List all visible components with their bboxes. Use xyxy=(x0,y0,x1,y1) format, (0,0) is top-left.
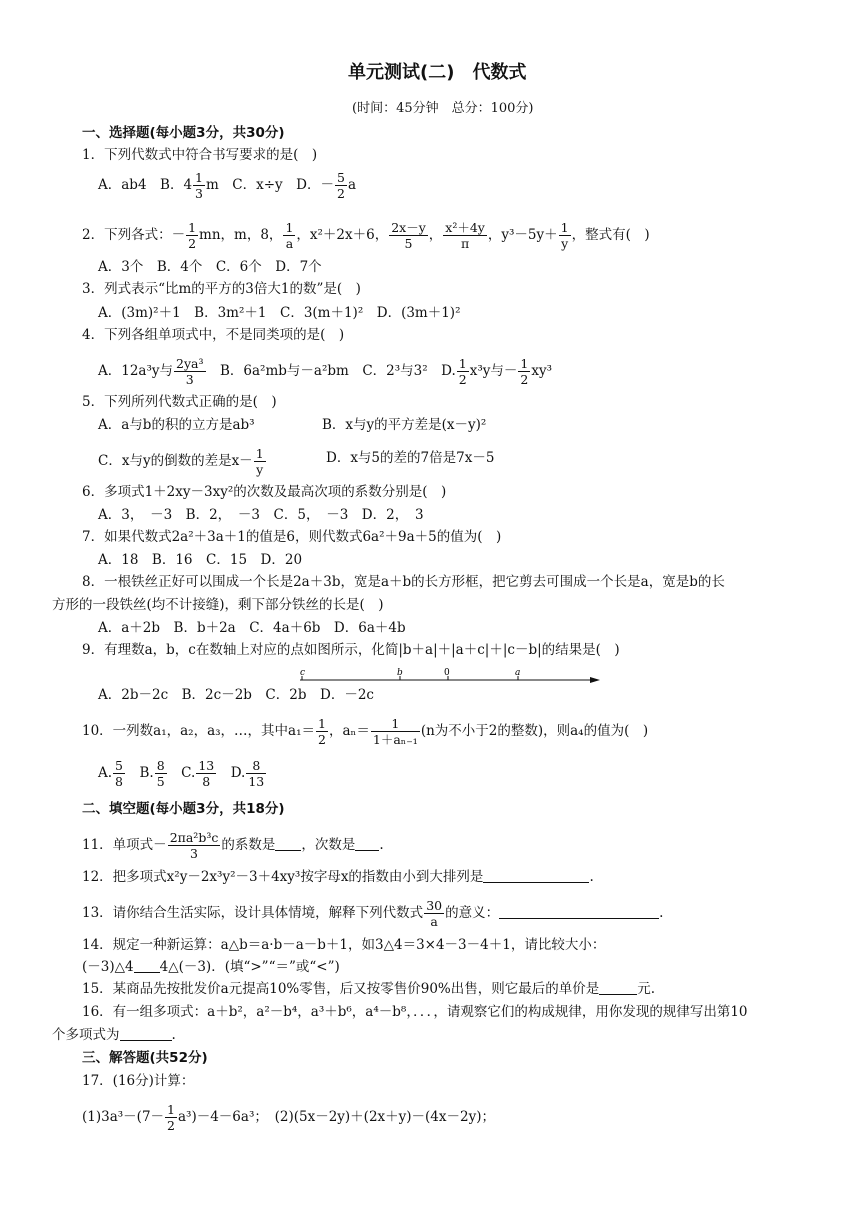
denominator: 2 xyxy=(318,732,326,747)
question-3-stem: 3．列式表示“比m的平方的3倍大1的数”是( ) xyxy=(82,281,361,297)
denominator: π xyxy=(460,236,470,251)
numerator: 8 xyxy=(156,758,165,773)
answer-blank[interactable] xyxy=(499,905,659,919)
text: 13．请你结合生活实际，设计具体情境，解释下列代数式 xyxy=(82,905,424,921)
question-7-options: A．18 B．16 C．15 D．20 xyxy=(98,552,303,568)
fraction xyxy=(113,758,125,789)
numerator: 1 xyxy=(167,1102,175,1117)
text: 12．把多项式x²y－2x³y²－3＋4xy³按字母x的指数由小到大排列是 xyxy=(82,869,484,885)
fraction xyxy=(174,356,205,387)
fraction xyxy=(254,446,266,477)
fraction xyxy=(168,830,221,861)
fraction xyxy=(457,356,469,387)
fraction xyxy=(559,220,571,251)
text: B．6a²mb与－a²bm C．2³与3² D. xyxy=(206,363,456,379)
denominator: 3 xyxy=(185,372,194,387)
text: 的系数是 xyxy=(221,837,276,853)
question-5-option-c xyxy=(98,446,267,477)
question-12 xyxy=(82,868,594,886)
answer-blank[interactable] xyxy=(134,959,160,973)
denominator: 2 xyxy=(337,186,345,201)
option-label: D. xyxy=(217,765,246,781)
text: ，次数是 xyxy=(301,837,356,853)
denominator: 13 xyxy=(248,774,265,789)
numerator: 5 xyxy=(337,170,345,185)
denominator: a xyxy=(285,236,294,251)
section-fill-heading: 二、填空题(每小题3分，共18分) xyxy=(82,801,285,817)
question-7-stem: 7．如果代数式2a²＋3a＋1的值是6，则代数式6a²＋9a＋5的值为( ) xyxy=(82,529,502,545)
text: 11．单项式－ xyxy=(82,837,167,853)
text: . xyxy=(589,869,594,885)
numerator: 1 xyxy=(255,446,264,461)
text: 元. xyxy=(637,981,656,997)
text: . xyxy=(659,905,664,921)
question-8-line-1: 8．一根铁丝正好可以围成一个长是2a＋3b，宽是a＋b的长方形框，把它剪去可围成一个长是a，宽是b的长 xyxy=(82,574,725,590)
text: ，aₙ＝ xyxy=(328,723,370,739)
section-solve-heading: 三、解答题(共52分) xyxy=(82,1050,208,1066)
question-17-parts xyxy=(82,1102,495,1133)
option-text: m C．x÷y D．－ xyxy=(206,177,335,193)
arrow-right-icon xyxy=(590,677,600,683)
numerator: 30 xyxy=(426,898,443,913)
text: ， xyxy=(428,227,443,243)
question-5-stem: 5．下列所列代数式正确的是( ) xyxy=(82,394,277,410)
denominator: 1＋aₙ₋₁ xyxy=(372,732,418,747)
numerator: 13 xyxy=(198,758,215,773)
denominator: 2 xyxy=(188,236,197,251)
answer-blank[interactable] xyxy=(120,1027,172,1041)
denominator: 2 xyxy=(167,1118,175,1133)
text: ，x²＋2x＋6， xyxy=(296,227,389,243)
question-13 xyxy=(82,898,663,929)
denominator: 5 xyxy=(404,236,413,251)
question-1-options xyxy=(98,170,356,201)
text: 4△(－3)．(填“>”“＝”或“<”) xyxy=(159,959,340,975)
option-text: a xyxy=(347,177,357,193)
numerator: 2ya³ xyxy=(176,356,204,371)
question-16-line-1: 16．有一组多项式：a＋b²，a²－b⁴，a³＋b⁶，a⁴－b⁸，．．．，请观察它们的构成规律，用你发现的规律写出第10 xyxy=(82,1004,748,1020)
fraction xyxy=(155,758,167,789)
text: (－3)△4 xyxy=(82,959,134,975)
denominator: 3 xyxy=(190,846,198,861)
numerator: 1 xyxy=(458,356,467,371)
text: 的意义： xyxy=(445,905,500,921)
question-1-stem: 1．下列代数式中符合书写要求的是( ) xyxy=(82,147,318,163)
option-label: C. xyxy=(167,765,196,781)
question-6-options: A．3， －3 B．2， －3 C．5， －3 D．2， 3 xyxy=(98,507,424,523)
fraction xyxy=(335,170,347,201)
text: C．x与y的倒数的差是x－ xyxy=(98,453,253,469)
numerator: 1 xyxy=(560,220,569,235)
answer-blank[interactable] xyxy=(275,837,301,851)
fraction xyxy=(246,758,266,789)
axis-label-c: c xyxy=(300,668,306,678)
text: x³y与－ xyxy=(469,363,518,379)
numerator: 2x－y xyxy=(391,220,426,235)
question-17-stem: 17．(16分)计算： xyxy=(82,1073,195,1089)
text: A．12a³y与 xyxy=(98,363,174,379)
numerator: 2πa²b³c xyxy=(169,830,219,845)
fraction xyxy=(424,898,444,929)
denominator: y xyxy=(256,462,264,477)
numerator: 1 xyxy=(195,170,203,185)
denominator: 5 xyxy=(156,774,165,789)
text: 15．某商品先按批发价a元提高10%零售，后又按零售价90%出售，则它最后的单价是 xyxy=(82,981,600,997)
question-15 xyxy=(82,980,655,998)
text: ，y³－5y＋ xyxy=(487,227,558,243)
text: . xyxy=(379,837,384,853)
numerator: x²＋4y xyxy=(445,220,485,235)
fraction xyxy=(389,220,428,251)
fraction xyxy=(196,758,216,789)
denominator: 8 xyxy=(202,774,211,789)
numerator: 1 xyxy=(188,220,197,235)
text: mn，m，8， xyxy=(199,227,283,243)
text: a³)－4－6a³； (2)(5x－2y)＋(2x＋y)－(4x－2y)； xyxy=(177,1109,495,1125)
numerator: 5 xyxy=(115,758,123,773)
denominator: 8 xyxy=(115,774,123,789)
option-label: A. xyxy=(98,765,113,781)
answer-blank[interactable] xyxy=(599,981,637,995)
page-title: 单元测试(二) 代数式 xyxy=(348,62,527,83)
denominator: 2 xyxy=(458,372,467,387)
question-8-options: A．a＋2b B．b＋2a C．4a＋6b D．6a＋4b xyxy=(98,620,406,636)
denominator: 2 xyxy=(520,372,529,387)
text: 2．下列各式：－ xyxy=(82,227,186,243)
text: xy³ xyxy=(531,363,553,379)
text: (n为不小于2的整数)，则a₄的值为( ) xyxy=(420,723,649,739)
fraction xyxy=(186,220,198,251)
number-line-figure xyxy=(300,668,600,688)
text: 10．一列数a₁，a₂，a₃，…，其中a₁＝ xyxy=(82,723,316,739)
section-choice-heading: 一、选择题(每小题3分，共30分) xyxy=(82,125,285,141)
question-5-option-a: A．a与b的积的立方是ab³ xyxy=(98,417,255,433)
question-4-stem: 4．下列各组单项式中，不是同类项的是( ) xyxy=(82,327,345,343)
option-label: B. xyxy=(126,765,154,781)
fraction xyxy=(283,220,295,251)
text: (1)3a³－(7－ xyxy=(82,1109,165,1125)
page-subtitle: (时间：45分钟 总分：100分) xyxy=(352,101,534,116)
denominator: a xyxy=(430,914,438,929)
question-10-options xyxy=(98,758,267,789)
text: ，整式有( ) xyxy=(571,227,650,243)
text: 个多项式为 xyxy=(52,1027,120,1043)
fraction xyxy=(518,356,530,387)
fraction xyxy=(193,170,205,201)
question-4-options xyxy=(98,356,552,387)
fraction xyxy=(371,716,420,747)
question-9-stem: 9．有理数a，b，c在数轴上对应的点如图所示，化简|b＋a|＋|a＋c|＋|c－b|的结果是( ) xyxy=(82,642,620,658)
fraction xyxy=(165,1102,177,1133)
denominator: y xyxy=(561,236,569,251)
axis-label-a: a xyxy=(515,668,521,678)
axis-label-0: 0 xyxy=(444,668,450,678)
question-5-option-d: D．x与5的差的7倍是7x－5 xyxy=(326,450,495,466)
question-9-options: A．2b－2c B．2c－2b C．2b D．－2c xyxy=(98,687,374,703)
numerator: 1 xyxy=(285,220,294,235)
question-14-line-1: 14．规定一种新运算：a△b＝a·b－a－b＋1，如3△4＝3×4－3－4＋1，请比较大小： xyxy=(82,937,606,953)
question-5-option-b: B．x与y的平方差是(x－y)² xyxy=(322,417,487,433)
question-11 xyxy=(82,830,384,861)
text: . xyxy=(171,1027,176,1043)
question-3-options: A．(3m)²＋1 B．3m²＋1 C．3(m＋1)² D．(3m＋1)² xyxy=(98,305,461,321)
question-14-line-2 xyxy=(82,958,340,976)
question-6-stem: 6．多项式1＋2xy－3xy²的次数及最高次项的系数分别是( ) xyxy=(82,484,447,500)
fraction xyxy=(316,716,328,747)
numerator: 1 xyxy=(318,716,326,731)
answer-blank[interactable] xyxy=(355,837,379,851)
question-2-options: A．3个 B．4个 C．6个 D．7个 xyxy=(98,259,322,275)
numerator: 8 xyxy=(246,758,266,774)
fraction xyxy=(443,220,487,251)
question-10-stem xyxy=(82,716,648,747)
axis-label-b: b xyxy=(397,668,403,678)
question-8-line-2: 方形的一段铁丝(均不计接缝)，剩下部分铁丝的长是( ) xyxy=(52,597,384,613)
numerator: 1 xyxy=(371,716,420,732)
question-2-stem xyxy=(82,220,650,251)
option-text: A．ab4 B．4 xyxy=(98,177,193,193)
numerator: 1 xyxy=(520,356,529,371)
answer-blank[interactable] xyxy=(483,869,589,883)
denominator: 3 xyxy=(195,186,203,201)
question-16-line-2 xyxy=(52,1026,176,1044)
